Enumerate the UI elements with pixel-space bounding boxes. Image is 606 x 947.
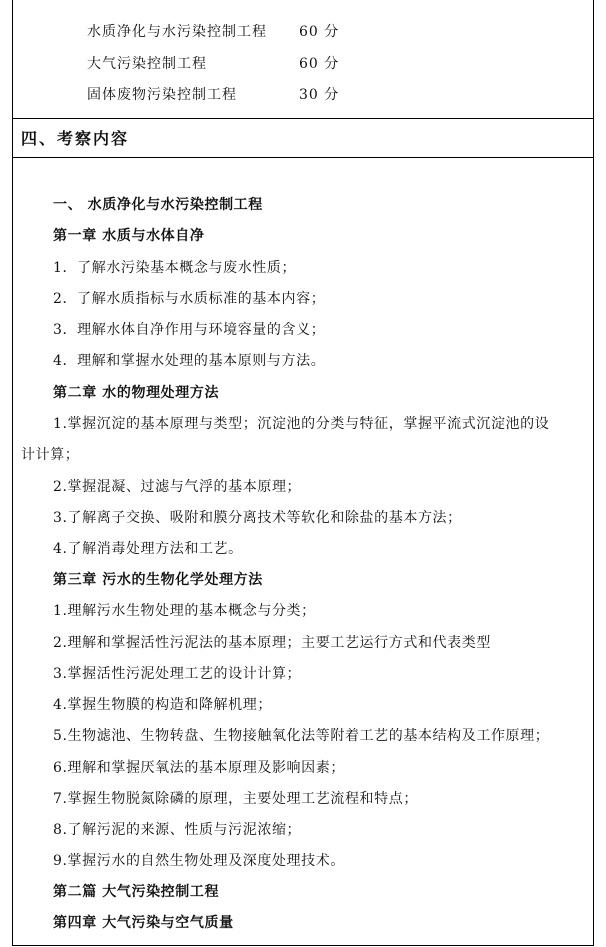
list-item: 5.生物滤池、生物转盘、生物接触氧化法等附着工艺的基本结构及工作原理； [53,728,550,744]
list-item: 4.了解消毒处理方法和工艺。 [53,541,243,557]
score-points: 60 分 [299,24,340,40]
document-table [12,0,594,946]
list-item: 4.掌握生物膜的构造和降解机理； [53,697,272,713]
list-item: 2．了解水质指标与水质标准的基本内容； [53,291,326,307]
score-subject: 水质净化与水污染控制工程 [87,24,267,40]
list-item: 3.掌握活性污泥处理工艺的设计计算； [53,666,302,682]
list-item: 6.理解和掌握厌氧法的基本原理及影响因素； [53,760,345,776]
part-title: 一、 水质净化与水污染控制工程 [53,197,263,213]
list-item: 2.掌握混凝、过滤与气浮的基本原理； [53,479,302,495]
score-points: 30 分 [299,87,340,103]
section-header [13,118,593,158]
score-subject: 固体废物污染控制工程 [87,87,237,103]
list-item-continuation: 计计算； [21,447,80,463]
list-item: 7.掌握生物脱氮除磷的原理，主要处理工艺流程和特点； [53,791,418,807]
list-item: 8.了解污泥的来源、性质与污泥浓缩； [53,822,302,838]
list-item: 2.理解和掌握活性污泥法的基本原理；主要工艺运行方式和代表类型 [53,635,491,651]
chapter-title: 第二章 水的物理处理方法 [53,385,220,401]
section-title: 四、考察内容 [21,129,130,148]
part-title: 第二篇 大气污染控制工程 [53,884,220,900]
list-item: 1．了解水污染基本概念与废水性质； [53,260,297,276]
list-item: 9.掌握污水的自然生物处理及深度处理技术。 [53,853,345,869]
list-item: 3．理解水体自净作用与环境容量的含义； [53,322,326,338]
list-item: 4．理解和掌握水处理的基本原则与方法。 [53,353,326,369]
score-allocation-cell [13,0,593,119]
chapter-title: 第三章 污水的生物化学处理方法 [53,572,263,588]
score-points: 60 分 [299,56,340,72]
list-item: 3.了解离子交换、吸附和膜分离技术等软化和除盐的基本方法； [53,510,462,526]
score-subject: 大气污染控制工程 [87,56,207,72]
list-item: 1.理解污水生物处理的基本概念与分类； [53,603,316,619]
chapter-title: 第一章 水质与水体自净 [53,228,205,244]
list-item: 1.掌握沉淀的基本原理与类型；沉淀池的分类与特征，掌握平流式沉淀池的设 [53,416,550,432]
chapter-title: 第四章 大气污染与空气质量 [53,915,234,931]
